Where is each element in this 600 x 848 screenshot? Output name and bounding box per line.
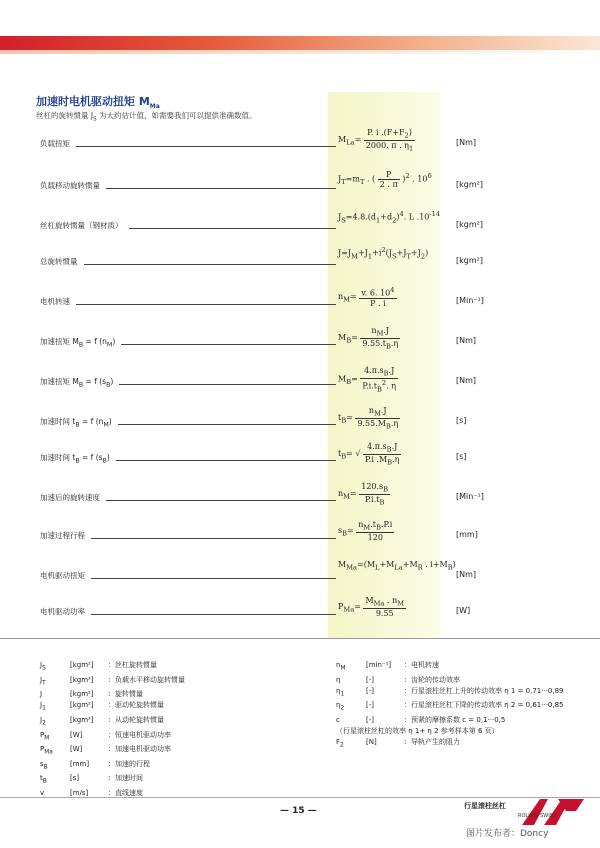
formula-leader-line bbox=[116, 460, 336, 461]
legend-unit: [-] bbox=[366, 715, 374, 724]
formula-expression: $n_M=$ $\frac{v. 6. 10^4}{P . i}$ bbox=[338, 286, 395, 308]
formula-expression: $M_B=$ $\frac{4.\pi.s_B.J}{P.i.t_B^2. \eta}$ bbox=[338, 366, 397, 393]
legend-right bbox=[336, 660, 564, 752]
formula-row bbox=[40, 442, 600, 482]
legend-unit: [m/s] bbox=[70, 788, 89, 797]
formula-row bbox=[40, 128, 600, 168]
formula-expression: $s_B=$ $\frac{n_M.t_B.P.i}{120}$ bbox=[338, 520, 393, 542]
legend-description: ：从动轮旋转惯量 bbox=[108, 715, 164, 724]
formula-expression: $M_{Ma}=(M_L+M_{La}+M_R$ . $i+M_B$) bbox=[338, 560, 456, 572]
legend-description: ：加速时间 bbox=[108, 774, 143, 783]
legend-item bbox=[40, 675, 185, 690]
formula-leader-line bbox=[119, 384, 336, 385]
legend-item bbox=[336, 660, 564, 675]
legend-symbol: J bbox=[40, 690, 43, 699]
formula-row bbox=[40, 596, 600, 636]
footer-brand: 行星滚柱丝杠 bbox=[464, 802, 506, 810]
legend-item bbox=[336, 726, 564, 737]
legend-item bbox=[40, 700, 185, 715]
legend-symbol: $J_2$ bbox=[40, 715, 46, 727]
formula-expression: $n_M=$ $\frac{120.s_B}{P.i.t_B}$ bbox=[338, 482, 389, 507]
formula-unit: [Nm] bbox=[456, 570, 477, 579]
formula-row bbox=[40, 366, 600, 406]
legend-description: ：电机转速 bbox=[404, 661, 439, 669]
legend-unit: [kgm²] bbox=[70, 690, 94, 699]
formula-leader-line bbox=[76, 146, 336, 147]
formula-expression: $t_B=$ √ $\frac{4.\pi.s_B.J}{P.i .M_B.\eta}$ bbox=[338, 442, 400, 467]
formula-leader-line bbox=[76, 304, 336, 305]
formula-unit: [s] bbox=[456, 452, 467, 461]
formula-row bbox=[40, 482, 600, 522]
legend-description: ：齿轮的传动效率 bbox=[404, 675, 460, 684]
legend-item bbox=[336, 737, 564, 752]
formula-row bbox=[40, 406, 600, 446]
formula-unit: [kgm²] bbox=[456, 180, 483, 189]
formula-leader-line bbox=[84, 264, 336, 265]
legend-item bbox=[336, 675, 564, 686]
formula-label: 加速过程行程 bbox=[40, 531, 85, 540]
legend-unit: [s] bbox=[70, 774, 80, 783]
legend-unit: [kgm²] bbox=[70, 675, 94, 684]
legend-unit: [-] bbox=[366, 686, 374, 695]
formula-label: 电机驱动扭矩 bbox=[40, 571, 85, 580]
formula-leader-line bbox=[106, 500, 336, 501]
legend-symbol: c bbox=[336, 715, 340, 724]
formula-label: 电机转速 bbox=[40, 297, 70, 306]
formula-unit: [Min⁻¹] bbox=[456, 492, 484, 501]
legend-item bbox=[40, 689, 185, 700]
formula-expression: $J=J_M+J_1+i^2(J_S+J_T+J_2)$ bbox=[338, 246, 429, 261]
legend-description: ：直线速度 bbox=[108, 788, 143, 797]
formula-unit: [mm] bbox=[456, 530, 478, 539]
formula-label: 电机驱动功率 bbox=[40, 607, 85, 616]
page-number: — 15 — bbox=[280, 806, 317, 816]
legend-item bbox=[40, 730, 185, 745]
formula-label: 加速扭矩 $M_B = f$ $(s_B)$ bbox=[40, 377, 114, 389]
formula-leader-line bbox=[129, 228, 336, 229]
formula-unit: [Min⁻¹] bbox=[456, 296, 484, 305]
legend-item bbox=[40, 660, 185, 675]
formula-unit: [Nm] bbox=[456, 376, 477, 385]
formula-unit: [kgm²] bbox=[456, 256, 483, 265]
formula-label: 丝杠旋转惯量（钢材质） bbox=[40, 221, 123, 230]
legend-unit: [-] bbox=[366, 701, 374, 710]
watermark: 图片发布者：Doncy bbox=[466, 829, 549, 839]
legend-unit: [min⁻¹] bbox=[366, 661, 392, 669]
legend-symbol: v bbox=[40, 788, 45, 797]
legend-left bbox=[40, 660, 185, 799]
formula-label: 负载移动旋转惯量 bbox=[40, 181, 100, 190]
legend-unit: [N] bbox=[366, 738, 377, 747]
formula-expression: $J_T=m_T$ . ( $\frac{P}{2 . \pi}$ )$^2$ . $10^6$ bbox=[338, 170, 432, 189]
formula-row bbox=[40, 286, 600, 326]
legend-description: ：加速电机驱动功率 bbox=[108, 745, 171, 754]
svg-text:ROLLVIS SWISS: ROLLVIS SWISS bbox=[518, 813, 557, 819]
formula-unit: [Nm] bbox=[456, 336, 477, 345]
legend-symbol: $F_2$ bbox=[336, 738, 344, 749]
formula-row bbox=[40, 210, 600, 250]
legend-item bbox=[336, 700, 564, 715]
legend-item bbox=[336, 715, 564, 726]
legend-unit: [W] bbox=[70, 730, 83, 739]
legend-unit: [-] bbox=[366, 675, 374, 684]
legend-unit: [mm] bbox=[70, 759, 90, 768]
footer-rule bbox=[0, 797, 600, 798]
formula-leader-line bbox=[91, 614, 336, 615]
formula-row bbox=[40, 246, 600, 286]
legend-item bbox=[40, 773, 185, 788]
legend-symbol: η bbox=[336, 675, 341, 684]
formula-leader-line bbox=[91, 538, 336, 539]
legend-description: （行星滚柱丝杠的效率 η 1+ η 2 参考样本第 6 页） bbox=[336, 727, 499, 736]
legend-item bbox=[336, 686, 564, 701]
formula-row bbox=[40, 520, 600, 560]
formula-unit: [W] bbox=[456, 606, 471, 615]
formula-label: 加速扭矩 $M_B = f$ $(n_M)$ bbox=[40, 337, 116, 349]
formula-row bbox=[40, 560, 600, 600]
formula-row bbox=[40, 326, 600, 366]
legend-symbol: $s_B$ bbox=[40, 759, 48, 771]
page-title: 加速时电机驱动扭矩 $M_{Ma}$ bbox=[36, 95, 160, 111]
legend-symbol: $J_1$ bbox=[40, 701, 46, 712]
formula-expression: $J_S=4.8.(d_1+d_2)^4$. L $.10^{-14}$ bbox=[338, 210, 441, 225]
formula-label: 加速时间 $t_B = f$ $(s_B)$ bbox=[40, 453, 110, 465]
legend-symbol: $J_T$ bbox=[40, 675, 46, 686]
legend-symbol: $P_{Ma}$ bbox=[40, 745, 53, 756]
legend-description: ：恒速电机驱动功率 bbox=[108, 730, 171, 739]
legend-description: ：丝杠旋转惯量 bbox=[108, 661, 157, 669]
legend-description: ：旋转惯量 bbox=[108, 690, 143, 699]
legend-unit: [kgm²] bbox=[70, 701, 94, 710]
page-subtitle: 丝杠的旋转惯量 $J_S$ 为大约估计值，如需要我们可以提供准确数值。 bbox=[36, 111, 257, 123]
formula-leader-line bbox=[118, 424, 336, 425]
legend-item bbox=[40, 744, 185, 759]
legend-divider bbox=[0, 638, 600, 639]
formula-label: 总旋转惯量 bbox=[40, 257, 78, 266]
legend-symbol: $\eta_2$ bbox=[336, 701, 345, 712]
legend-unit: [kgm²] bbox=[70, 715, 94, 724]
formula-expression: $M_B=$ $\frac{n_M.J}{9.55.t_B.\eta}$ bbox=[338, 326, 399, 351]
legend-symbol: $J_S$ bbox=[40, 661, 46, 672]
header-gradient-bar-lower bbox=[0, 50, 600, 54]
legend-symbol: $P_M$ bbox=[40, 730, 50, 741]
legend-unit: [kgm²] bbox=[70, 661, 94, 669]
formula-unit: [kgm²] bbox=[456, 220, 483, 229]
header-gradient-bar bbox=[0, 36, 600, 50]
formula-label: 负载扭矩 bbox=[40, 139, 70, 148]
formula-label: 加速时间 $t_B = f$ $(n_M)$ bbox=[40, 417, 112, 429]
formula-row bbox=[40, 170, 600, 210]
formula-unit: [Nm] bbox=[456, 138, 477, 147]
legend-unit: [W] bbox=[70, 745, 83, 754]
legend-description: ：导轨产生的阻力 bbox=[404, 738, 460, 747]
legend-item bbox=[40, 715, 185, 730]
legend-item bbox=[40, 759, 185, 774]
formula-leader-line bbox=[106, 188, 336, 189]
formula-expression: $M_{La}=$ $\frac{P. i .(F+F_2)}{2000. \pi . \eta_1}$ bbox=[338, 128, 414, 153]
legend-description: ：预紧的摩擦系数 c = 0,1···0,5 bbox=[404, 715, 506, 724]
legend-description: ：行星滚柱丝杠下降的传动效率 η 2 = 0,61···0,85 bbox=[404, 701, 564, 710]
legend-symbol: $n_M$ bbox=[336, 661, 346, 672]
formula-leader-line bbox=[121, 344, 336, 345]
legend-symbol: $\eta_1$ bbox=[336, 686, 345, 698]
formula-expression: $P_{Ma}=$ $\frac{M_{Ma} . n_M}{9.55}$ bbox=[338, 596, 405, 618]
formula-leader-line bbox=[91, 578, 336, 579]
legend-description: ：行星滚柱丝杠上升的传动效率 η 1 = 0,71···0,89 bbox=[404, 686, 564, 695]
legend-symbol: $t_B$ bbox=[40, 774, 47, 785]
legend-description: ：加速的行程 bbox=[108, 759, 150, 768]
legend-description: ：负载水平移动旋转惯量 bbox=[108, 675, 185, 684]
formula-label: 加速后的旋转速度 bbox=[40, 493, 100, 502]
legend-description: ：驱动轮旋转惯量 bbox=[108, 701, 164, 710]
formula-expression: $t_B=$ $\frac{n_M.J}{9.55.M_B.\eta}$ bbox=[338, 406, 399, 431]
formula-unit: [s] bbox=[456, 416, 467, 425]
